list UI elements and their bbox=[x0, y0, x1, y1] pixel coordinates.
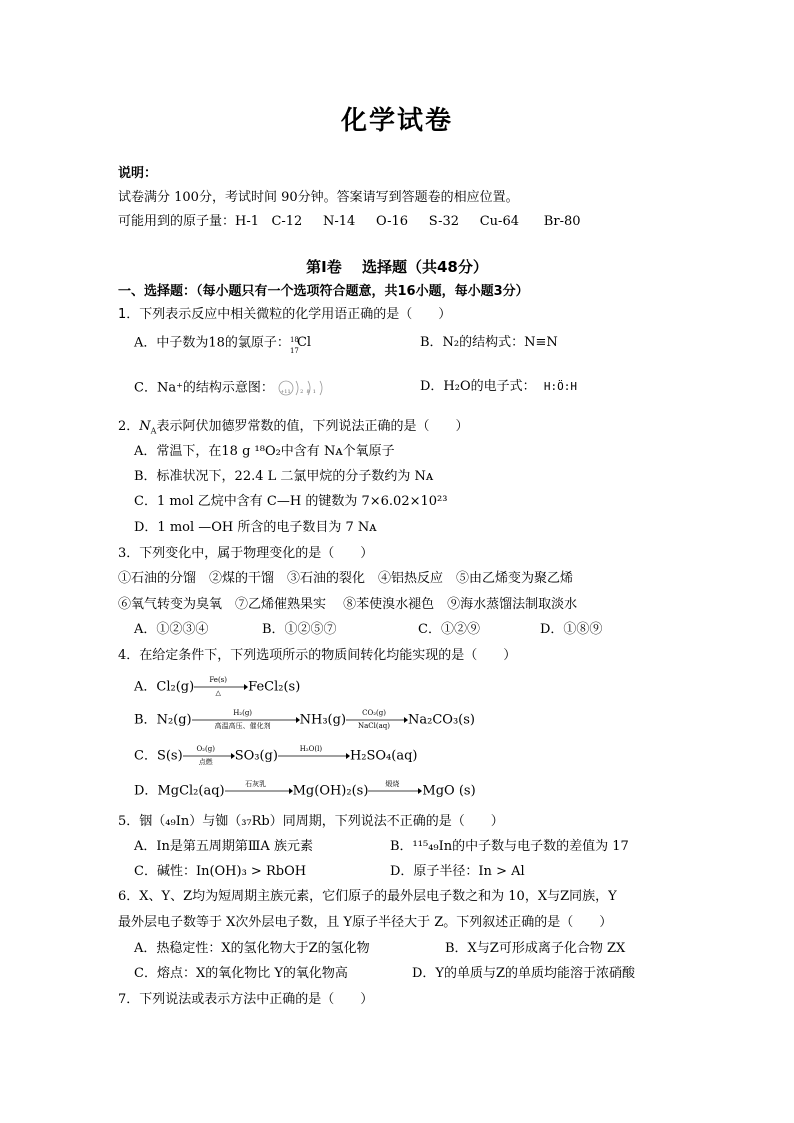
mass-item: O-16 bbox=[375, 214, 409, 229]
reaction-arrow bbox=[278, 747, 350, 765]
reaction-arrow bbox=[346, 711, 408, 729]
q3-items-line2: ⑥氧气转变为臭氧 ⑦乙烯催熟果实 ⑧苯使溴水褪色 ⑨海水蒸馏法制取淡水 bbox=[118, 597, 578, 612]
section-title: 第Ⅰ卷 选择题（共48分） bbox=[306, 258, 488, 276]
q6-option-d: D．Y的单质与Z的单质均能溶于浓硝酸 bbox=[412, 966, 636, 981]
option-label: B． bbox=[134, 712, 157, 728]
atomic-masses-label: 可能用到的原子量： bbox=[118, 214, 236, 229]
arrow-condition-top: CO₂(g) bbox=[362, 709, 386, 717]
intermediate: NH₃(g) bbox=[299, 712, 347, 728]
reactant: N₂(g) bbox=[156, 712, 192, 728]
mass-item: Cu-64 bbox=[479, 214, 519, 229]
mass-item: H-1 bbox=[235, 214, 260, 229]
q2-stem-text: 表示阿伏加德罗常数的值，下列说法正确的是（ ） bbox=[156, 419, 469, 434]
reaction-arrow bbox=[194, 678, 248, 696]
avogadro-symbol: N bbox=[139, 419, 151, 434]
q6-stem-line1: 6．X、Y、Z均为短周期主族元素，它们原子的最外层电子数之和为 10，X与Z同族，Y bbox=[118, 889, 617, 904]
q5-option-c: C．碱性：In(OH)₃ > RbOH bbox=[134, 864, 307, 879]
q6-option-b: B．X与Z可形成离子化合物 ZX bbox=[445, 941, 626, 956]
reactant: Cl₂(g) bbox=[156, 679, 195, 695]
product: FeCl₂(s) bbox=[248, 679, 301, 695]
arrow-condition-top: O₂(g) bbox=[196, 745, 215, 753]
q4-option-d bbox=[134, 782, 476, 801]
option-label: A． bbox=[134, 679, 157, 695]
chlorine-isotope bbox=[289, 334, 312, 355]
q3-option-d: D．①⑧⑨ bbox=[540, 622, 603, 637]
arrow-condition-top: 石灰乳 bbox=[245, 780, 267, 788]
q5-stem: 5．铟（₄₉In）与铷（₃₇Rb）同周期，下列说法不正确的是（ ） bbox=[118, 814, 504, 829]
mass-number: 18 bbox=[289, 336, 299, 344]
shell-electrons: 2 8 1 bbox=[300, 389, 316, 395]
q1-option-d bbox=[420, 378, 577, 396]
option-label: D． bbox=[134, 783, 158, 799]
mass-item: Br-80 bbox=[543, 214, 581, 229]
atomic-number: 17 bbox=[289, 347, 299, 355]
mass-item: C-12 bbox=[271, 214, 303, 229]
arrow-condition-top: 煅烧 bbox=[385, 780, 400, 788]
q4-option-c bbox=[134, 747, 417, 766]
q4-option-b bbox=[134, 711, 475, 730]
q6-option-a: A．热稳定性：X的氢化物大于Z的氢化物 bbox=[134, 941, 370, 956]
arrow-condition-top: H₂(g) bbox=[233, 709, 253, 717]
q5-option-b: B．¹¹⁵₄₉In的中子数与电子数的差值为 17 bbox=[390, 839, 629, 854]
q4-option-a bbox=[134, 678, 300, 697]
water-electron-formula: H:Ö:H bbox=[543, 380, 578, 393]
q3-option-a: A．①②③④ bbox=[134, 622, 209, 637]
q2-option-d: D．1 mol —OH 所含的电子数目为 7 Nᴀ bbox=[134, 520, 377, 535]
q1-option-a bbox=[134, 334, 312, 355]
option-label: C． bbox=[134, 748, 157, 764]
element-symbol: Cl bbox=[296, 335, 312, 350]
arrow-condition-bottom: NaCl(aq) bbox=[358, 722, 391, 730]
page-title: 化学试卷 bbox=[340, 106, 453, 136]
product: MgO (s) bbox=[422, 783, 476, 799]
q2-stem: 2．$N_A$表示阿伏加德罗常数的值，下列说法正确的是（ ） bbox=[118, 419, 469, 436]
q2-option-b: B．标准状况下，22.4 L 二氯甲烷的分子数约为 Nᴀ bbox=[134, 469, 434, 484]
mass-item: S-32 bbox=[428, 214, 460, 229]
q4-stem: 4．在给定条件下，下列选项所示的物质间转化均能实现的是（ ） bbox=[118, 648, 517, 663]
atomic-masses bbox=[118, 213, 581, 231]
q1-c-text: C．Na⁺的结构示意图： bbox=[134, 380, 274, 396]
q3-stem: 3．下列变化中，属于物理变化的是（ ） bbox=[118, 546, 374, 561]
part-heading: 一、选择题：（每小题只有一个选项符合题意，共16小题，每小题3分） bbox=[118, 284, 529, 299]
intermediate: Mg(OH)₂(s) bbox=[292, 783, 369, 799]
reaction-arrow bbox=[183, 747, 235, 765]
reactant: S(s) bbox=[156, 748, 183, 764]
q3-option-b: B．①②⑤⑦ bbox=[262, 622, 337, 637]
q5-option-a: A．In是第五周期第ⅢA 族元素 bbox=[134, 839, 313, 854]
reaction-arrow bbox=[368, 782, 422, 800]
q1-option-b: B．N₂的结构式：N≡N bbox=[420, 335, 558, 350]
q1-option-c bbox=[134, 378, 336, 398]
q1-stem: 1．下列表示反应中相关微粒的化学用语正确的是（ ） bbox=[118, 307, 452, 322]
reaction-arrow bbox=[225, 782, 293, 800]
arrow-condition-top: H₂O(l) bbox=[299, 745, 323, 753]
reaction-arrow bbox=[192, 711, 300, 729]
q2-option-c: C．1 mol 乙烷中含有 C—H 的键数为 7×6.02×10²³ bbox=[134, 494, 448, 509]
arrow-condition-bottom: 高温高压、催化剂 bbox=[214, 722, 271, 730]
q6-stem-line2: 最外层电子数等于 X次外层电子数，且 Y原子半径大于 Z。下列叙述正确的是（ ） bbox=[118, 915, 613, 930]
q5-option-d: D．原子半径：In > Al bbox=[390, 864, 525, 879]
q3-items-line1: ①石油的分馏 ②煤的干馏 ③石油的裂化 ④铝热反应 ⑤由乙烯变为聚乙烯 bbox=[118, 571, 574, 586]
nucleus-charge: +11 bbox=[280, 389, 291, 395]
q1-a-text: A．中子数为18的氯原子： bbox=[134, 335, 290, 351]
arrow-condition-bottom: △ bbox=[215, 689, 221, 697]
product: H₂SO₄(aq) bbox=[349, 748, 418, 764]
q7-stem: 7．下列说法或表示方法中正确的是（ ） bbox=[118, 992, 374, 1007]
arrow-condition-bottom: 点燃 bbox=[198, 758, 213, 766]
arrow-condition-top: Fe(s) bbox=[209, 676, 227, 684]
q2-number: 2． bbox=[118, 419, 140, 434]
na-ion-structure-diagram bbox=[278, 378, 336, 398]
mass-item: N-14 bbox=[323, 214, 356, 229]
q2-option-a: A．常温下，在18 g ¹⁸O₂中含有 Nᴀ个氧原子 bbox=[134, 444, 395, 459]
notes-heading: 说明： bbox=[118, 166, 158, 181]
q6-option-c: C．熔点：X的氧化物比 Y的氧化物高 bbox=[134, 966, 348, 981]
q1-d-text: D．H₂O的电子式： bbox=[420, 379, 536, 394]
q3-option-c: C．①②⑨ bbox=[418, 622, 480, 637]
product: Na₂CO₃(s) bbox=[408, 712, 475, 728]
reactant: MgCl₂(aq) bbox=[157, 783, 225, 799]
intermediate: SO₃(g) bbox=[234, 748, 278, 764]
notes-line1: 试卷满分 100分，考试时间 90分钟。答案请写到答题卷的相应位置。 bbox=[118, 190, 519, 205]
